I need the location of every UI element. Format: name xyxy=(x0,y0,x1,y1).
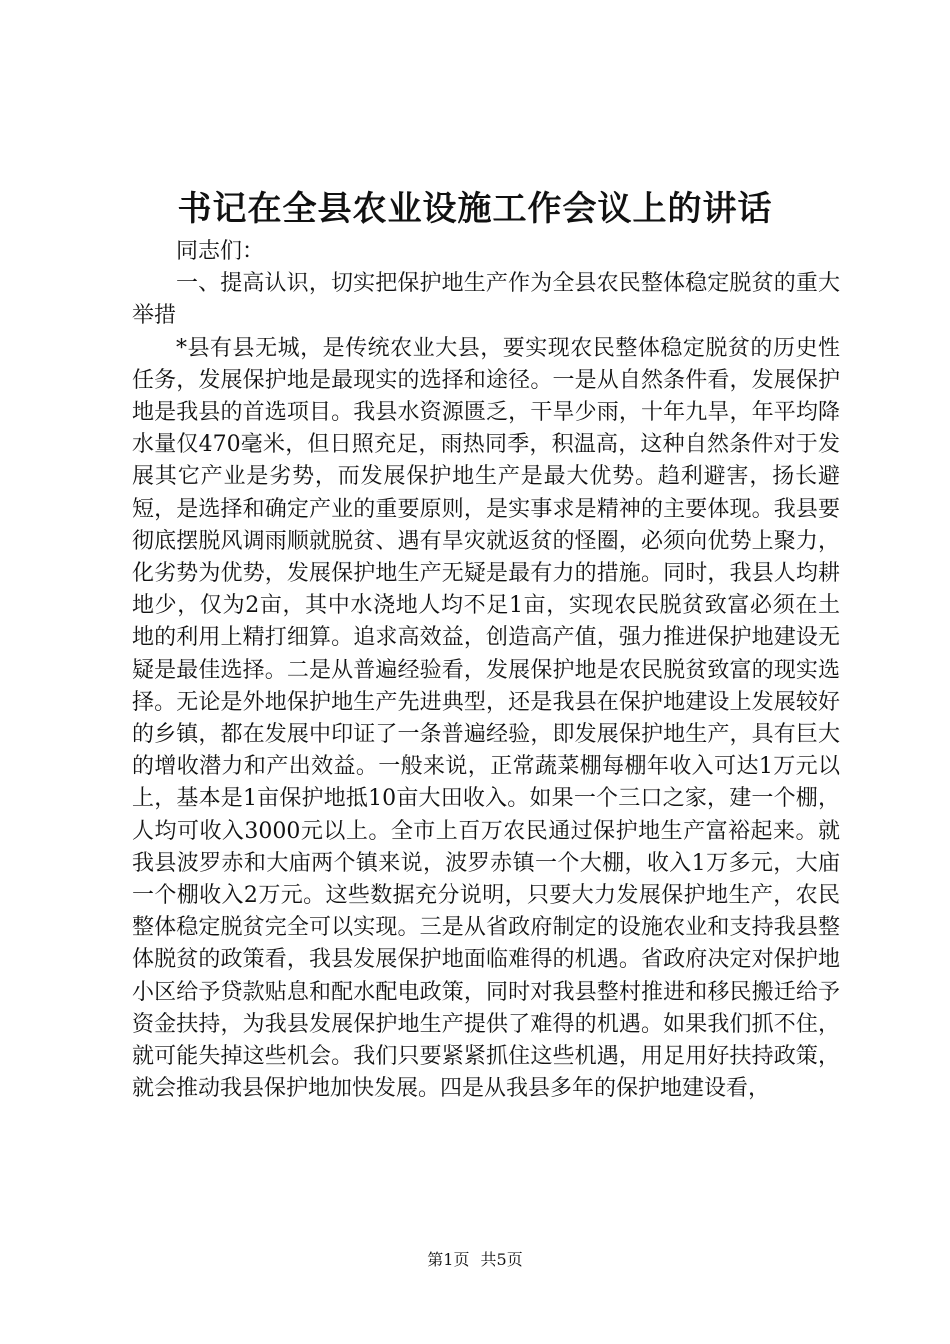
page-number: 第1页 xyxy=(427,1250,470,1269)
body-paragraph: *县有县无城，是传统农业大县，要实现农民整体稳定脱贫的历史性任务，发展保护地是最现实的选择和途径。一是从自然条件看，发展保护地是我县的首选项目。我县水资源匮乏，干旱少雨，十年九旱，年平均降水量仅470毫米，但日照充足，雨热同季，积温高，这种自然条件对于发展其它产业是劣势，而发展保护地生产是最大优势。趋利避害，扬长避短，是选择和确定产业的重要原则，是实事求是精神的主要体现。我县要彻底摆脱风调雨顺就脱贫、遇有旱灾就返贫的怪圈，必须向优势上聚力，化劣势为优势，发展保护地生产无疑是最有力的措施。同时，我县人均耕地少，仅为2亩，其中水浇地人均不足1亩，实现农民脱贫致富必须在土地的利用上精打细算。追求高效益，创造高产值，强力推进保护地建设无疑是最佳选择。二是从普遍经验看，发展保护地是农民脱贫致富的现实选择。无论是外地保护地生产先进典型，还是我县在保护地建设上发展较好的乡镇，都在发展中印证了一条普遍经验，即发展保护地生产，具有巨大的增收潜力和产出效益。一般来说，正常蔬菜棚每棚年收入可达1万元以上，基本是1亩保护地抵10亩大田收入。如果一个三口之家，建一个棚，人均可收入3000元以上。全市上百万农民通过保护地生产富裕起来。就我县波罗赤和大庙两个镇来说，波罗赤镇一个大棚，收入1万多元，大庙一个棚收入2万元。这些数据充分说明，只要大力发展保护地生产，农民整体稳定脱贫完全可以实现。三是从省政府制定的设施农业和支持我县整体脱贫的政策看，我县发展保护地面临难得的机遇。省政府决定对保护地小区给予贷款贴息和配水配电政策，同时对我县整村推进和移民搬迁给予资金扶持，为我县发展保护地生产提供了难得的机遇。如果我们抓不住，就可能失掉这些机会。我们只要紧紧抓住这些机遇，用足用好扶持政策，就会推动我县保护地加快发展。四是从我县多年的保护地建设看， xyxy=(132,335,840,1102)
document-body xyxy=(132,236,840,1105)
page-total: 共5页 xyxy=(480,1250,523,1269)
greeting: 同志们： xyxy=(176,239,265,264)
document-title: 书记在全县农业设施工作会议上的讲话 xyxy=(177,189,773,229)
page-footer xyxy=(0,1248,950,1272)
section-heading: 一、提高认识，切实把保护地生产作为全县农民整体稳定脱贫的重大举措 xyxy=(132,271,840,329)
